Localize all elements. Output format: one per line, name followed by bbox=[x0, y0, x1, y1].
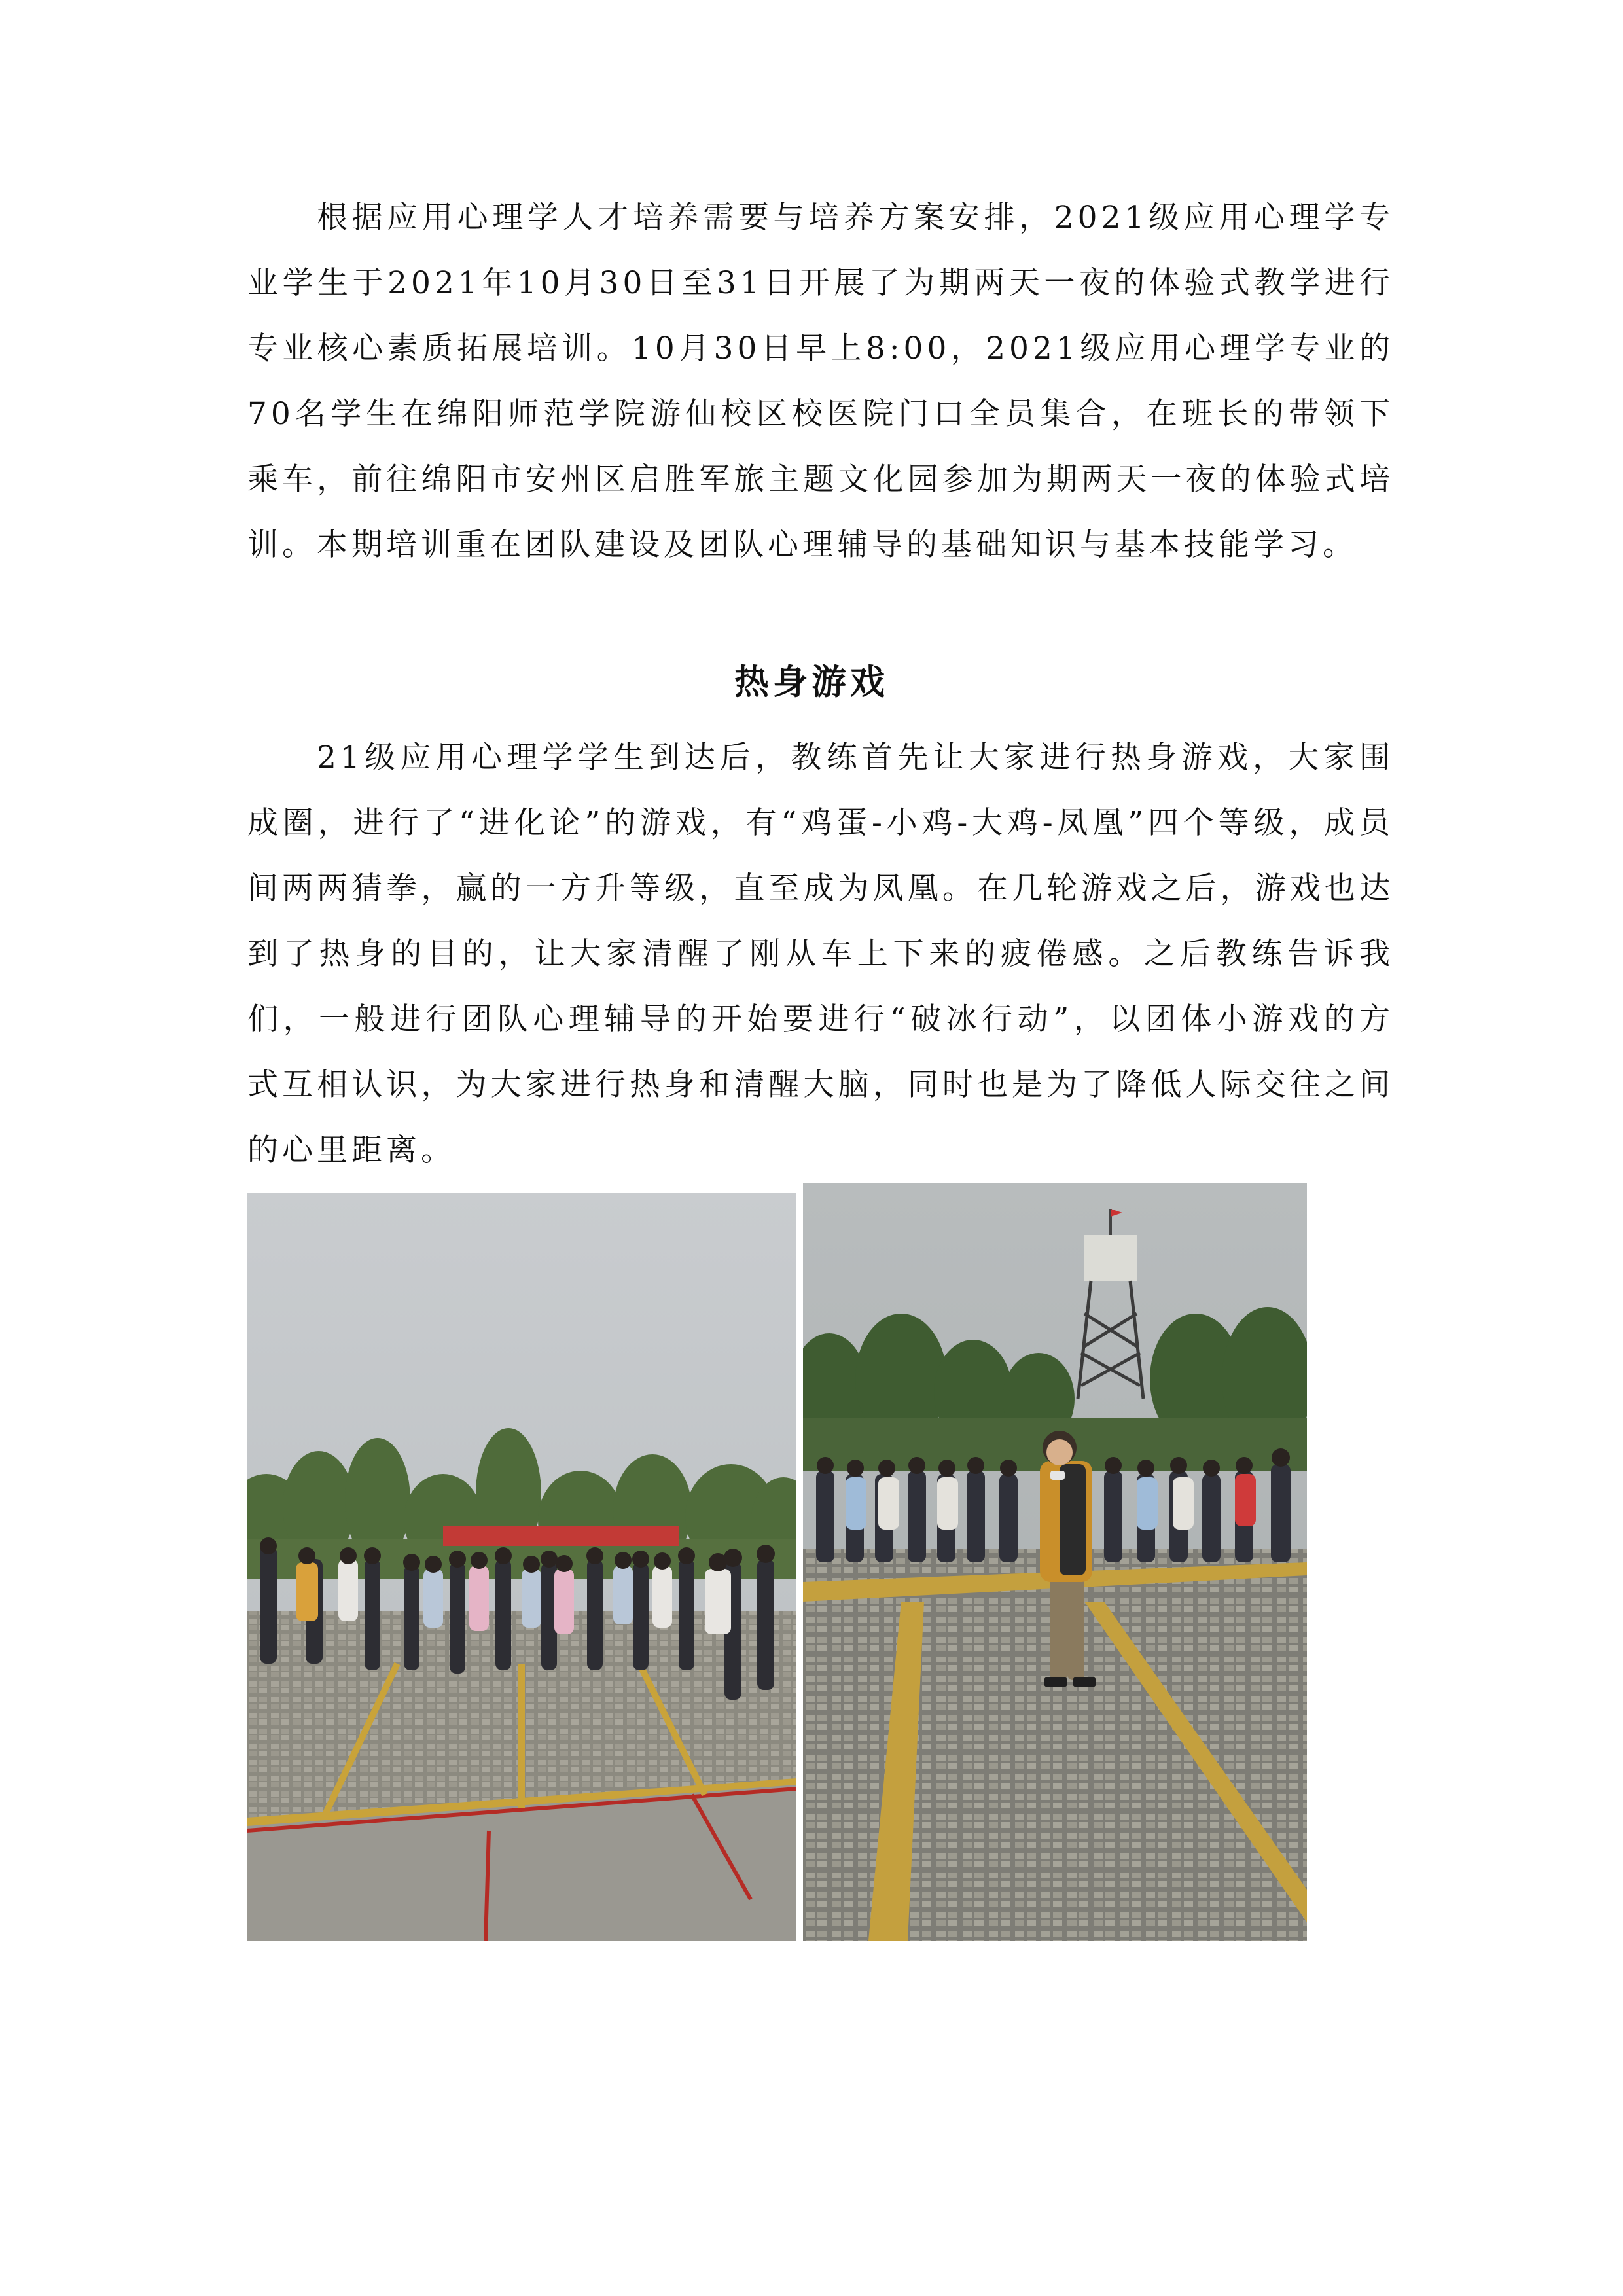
warmup-group-photo bbox=[247, 1193, 796, 1941]
intro-paragraph: 根据应用心理学人才培养需要与培养方案安排，2021级应用心理学专业学生于2021年10月30日至31日开展了为期两天一夜的体验式教学进行专业核心素质拓展培训。10月30日早上8:00，2021级应用心理学专业的70名学生在绵阳师范学院游仙校区校医院门口全员集合，在班长的带领下乘车，前往绵阳市安州区启胜军旅主题文化园参加为期两天一夜的体验式培训。本期培训重在团队建设及团队心理辅导的基础知识与基本技能学习。 bbox=[247, 200, 1394, 563]
section-heading: 热身游戏 bbox=[734, 662, 889, 702]
section-paragraph: 21级应用心理学学生到达后，教练首先让大家进行热身游戏，大家围成圈，进行了“进化论”的游戏，有“鸡蛋-小鸡-大鸡-凤凰”四个等级，成员间两两猜拳，赢的一方升等级，直至成为凤凰。在几轮游戏之后，游戏也达到了热身的目的，让大家清醒了刚从车上下来的疲倦感。之后教练告诉我们，一般进行团队心理辅导的开始要进行“破冰行动”，以团体小游戏的方式互相认识，为大家进行热身和清醒大脑，同时也是为了降低人际交往之间的心里距离。 bbox=[247, 740, 1394, 1168]
coach-speaking-photo bbox=[803, 1183, 1307, 1941]
